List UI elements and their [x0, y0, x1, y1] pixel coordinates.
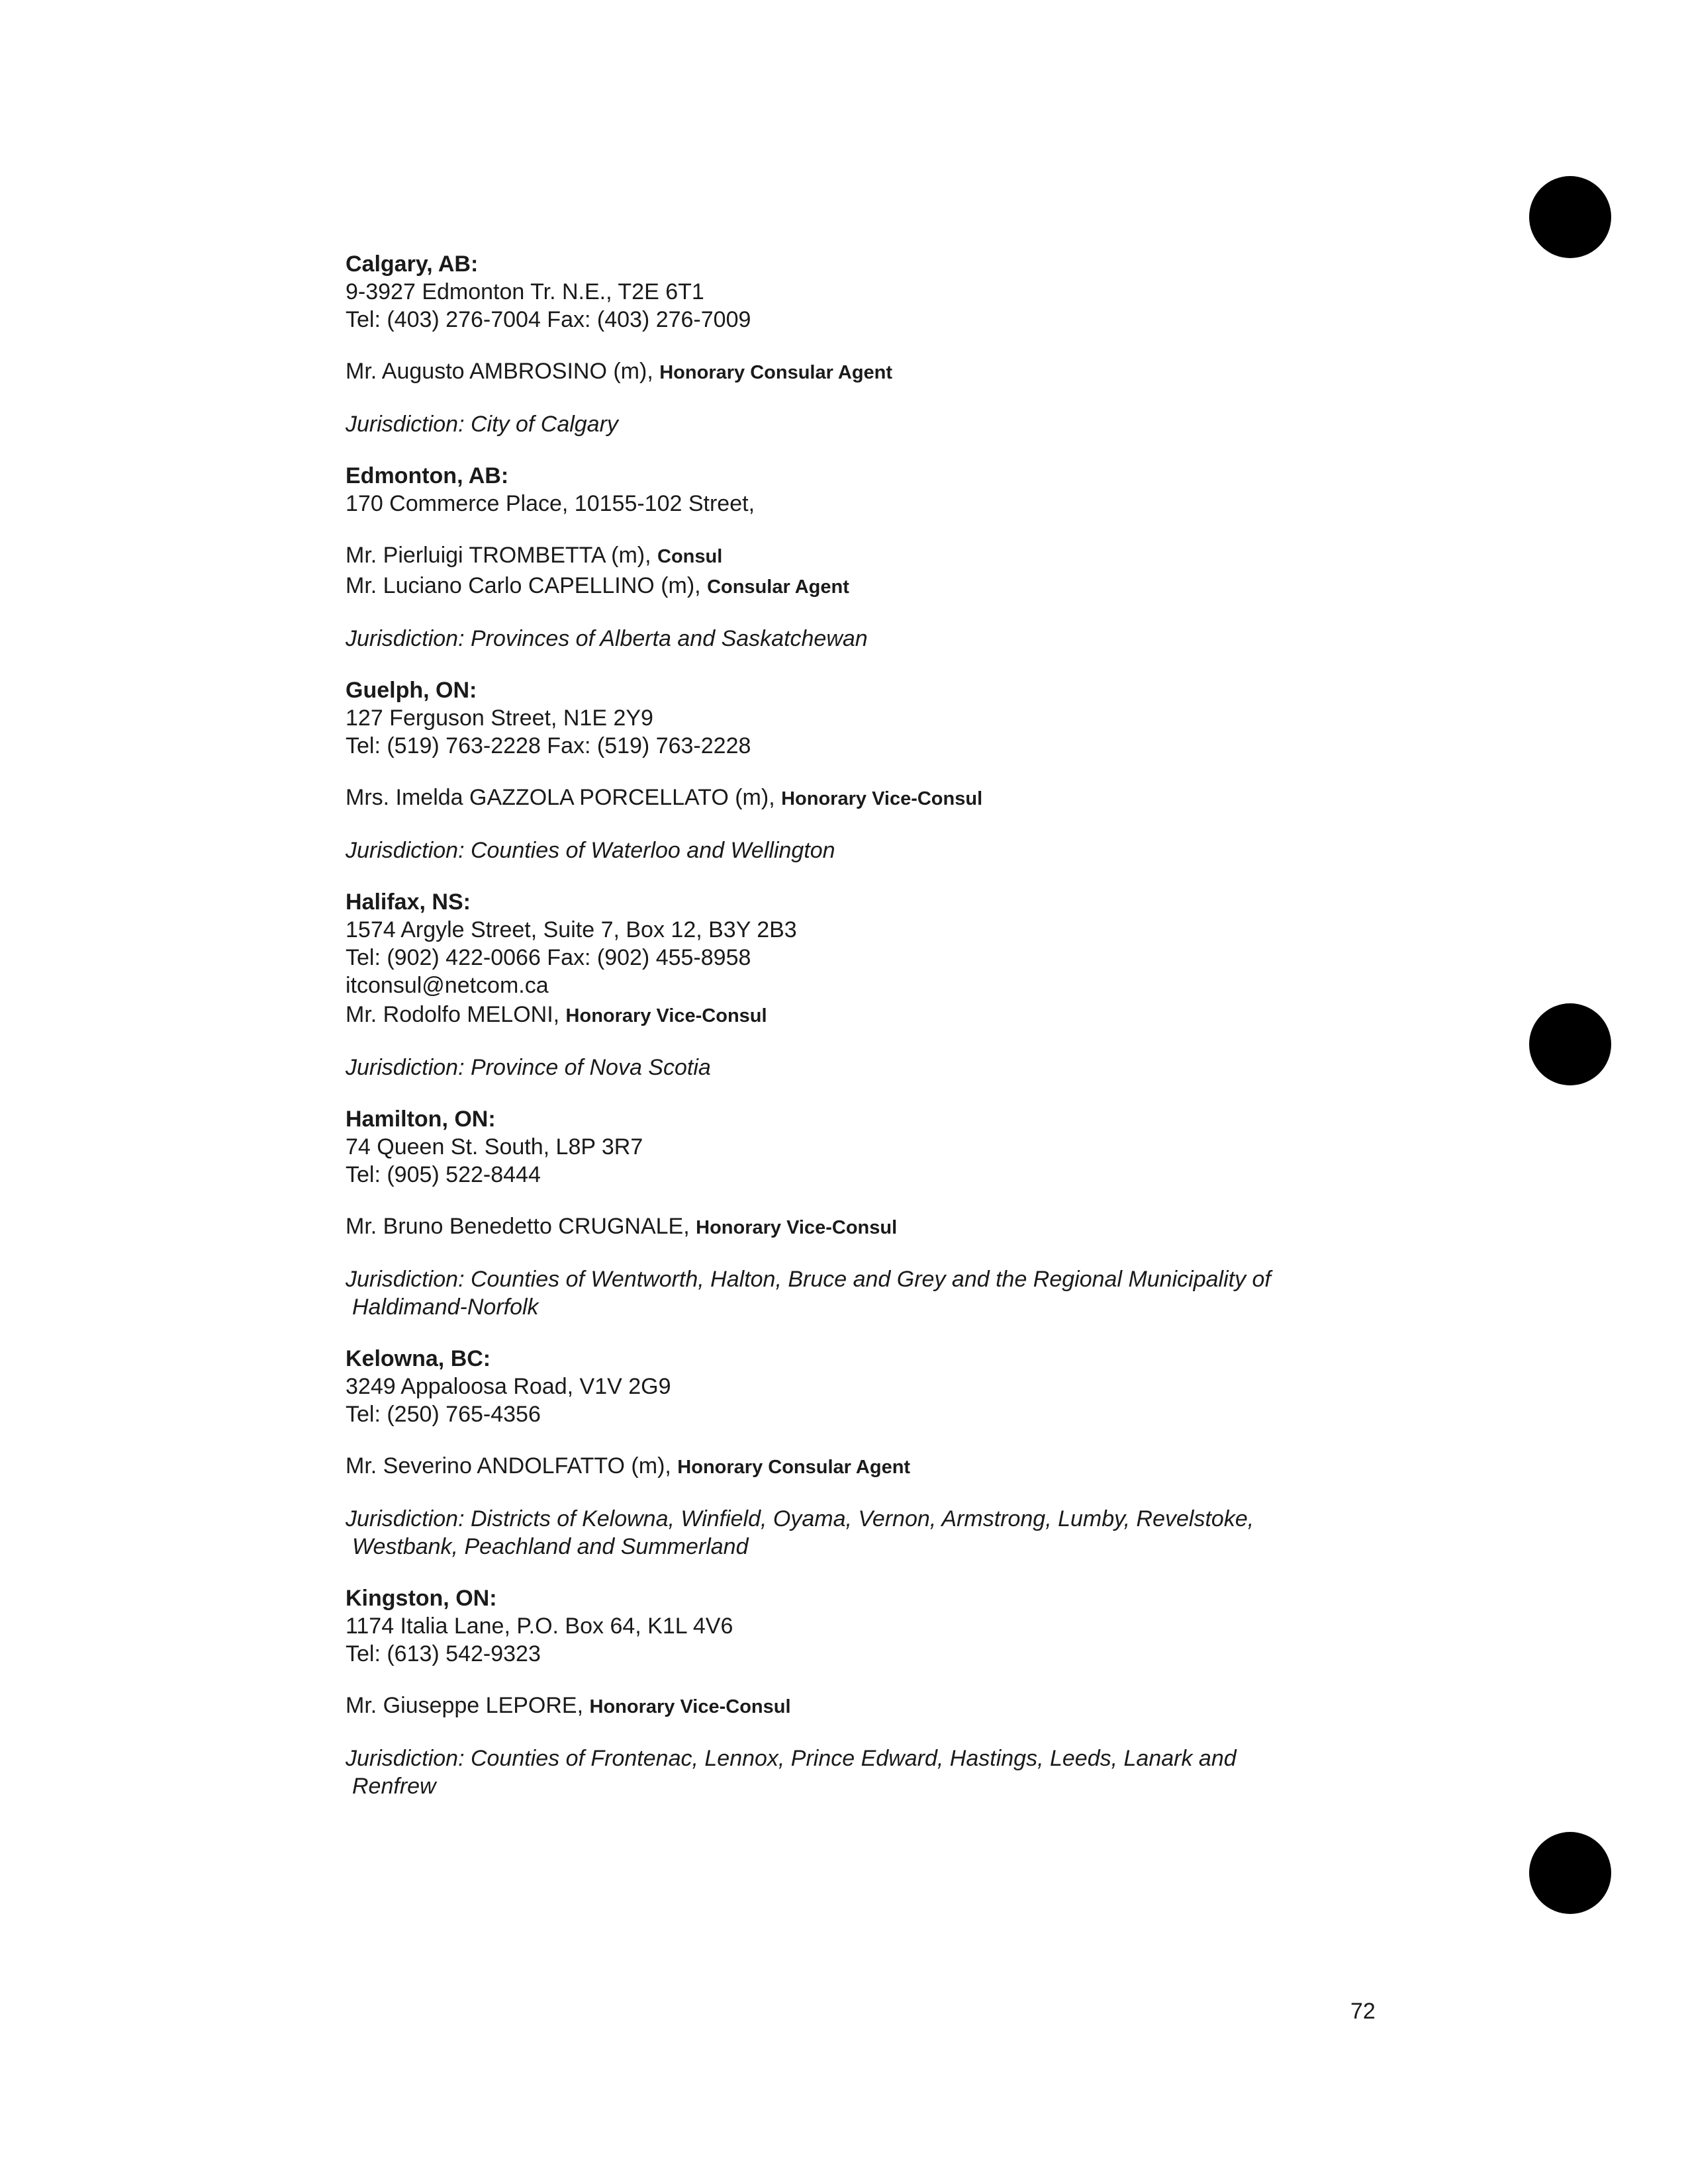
- city-heading: Halifax, NS:: [346, 889, 471, 915]
- person-role: Honorary Vice-Consul: [696, 1217, 898, 1238]
- punch-hole-bottom: [1529, 1832, 1611, 1914]
- person-line: [346, 357, 1352, 387]
- person-role: Honorary Consular Agent: [677, 1457, 911, 1478]
- punch-hole-top: [1529, 176, 1611, 258]
- person-name: Mr. Bruno Benedetto CRUGNALE,: [346, 1214, 696, 1239]
- address-line: 127 Ferguson Street, N1E 2Y9: [346, 705, 653, 731]
- entry-hamilton: [346, 1105, 1352, 1321]
- jurisdiction-text: Jurisdiction: Districts of Kelowna, Winfield, Oyama, Vernon, Armstrong, Lumby, Revelstoke,: [346, 1506, 1254, 1531]
- city-heading: Kelowna, BC:: [346, 1346, 491, 1371]
- punch-hole-middle: [1529, 1003, 1611, 1085]
- entry-guelph: [346, 676, 1352, 864]
- jurisdiction: [346, 410, 1352, 438]
- entry-kelowna: [346, 1345, 1352, 1561]
- phone-line: Tel: (902) 422-0066 Fax: (902) 455-8958: [346, 945, 751, 970]
- person-line: [346, 572, 1352, 601]
- consulate-list: [346, 250, 1352, 1824]
- jurisdiction-text-continued: Haldimand-Norfolk: [352, 1295, 539, 1320]
- person-role: Honorary Vice-Consul: [565, 1005, 767, 1026]
- entry-kingston: [346, 1584, 1352, 1800]
- entry-edmonton: [346, 462, 1352, 653]
- jurisdiction: [346, 1265, 1352, 1321]
- jurisdiction-text: Jurisdiction: Counties of Waterloo and Wellington: [346, 838, 835, 863]
- jurisdiction-text: Jurisdiction: Province of Nova Scotia: [346, 1055, 711, 1080]
- phone-line: Tel: (613) 542-9323: [346, 1641, 541, 1666]
- person-name: Mr. Pierluigi TROMBETTA (m),: [346, 543, 658, 568]
- jurisdiction: [346, 625, 1352, 653]
- entry-calgary: [346, 250, 1352, 438]
- jurisdiction-text: Jurisdiction: Counties of Wentworth, Halton, Bruce and Grey and the Regional Municipality of: [346, 1267, 1271, 1292]
- phone-line: Tel: (403) 276-7004 Fax: (403) 276-7009: [346, 307, 751, 332]
- person-role: Honorary Vice-Consul: [781, 788, 983, 809]
- jurisdiction-text-continued: Renfrew: [352, 1774, 436, 1799]
- address-line: 3249 Appaloosa Road, V1V 2G9: [346, 1374, 671, 1399]
- person-role: Consul: [657, 546, 723, 567]
- address-line: 74 Queen St. South, L8P 3R7: [346, 1134, 643, 1160]
- jurisdiction-text: Jurisdiction: Counties of Frontenac, Lennox, Prince Edward, Hastings, Leeds, Lanark and: [346, 1746, 1237, 1771]
- entry-halifax: [346, 888, 1352, 1081]
- page-number: 72: [1350, 1999, 1376, 2024]
- person-role: Consular Agent: [707, 576, 849, 598]
- person-line: [346, 784, 1352, 813]
- address-line: 1174 Italia Lane, P.O. Box 64, K1L 4V6: [346, 1614, 733, 1639]
- phone-line: Tel: (905) 522-8444: [346, 1162, 541, 1187]
- address-line: 9-3927 Edmonton Tr. N.E., T2E 6T1: [346, 279, 704, 304]
- city-heading: Kingston, ON:: [346, 1586, 497, 1611]
- jurisdiction: [346, 1505, 1352, 1561]
- person-role: Honorary Vice-Consul: [589, 1696, 791, 1717]
- address-line: 170 Commerce Place, 10155-102 Street,: [346, 491, 755, 516]
- city-heading: Calgary, AB:: [346, 251, 479, 277]
- person-name: Mr. Rodolfo MELONI,: [346, 1002, 566, 1027]
- person-line: [346, 1212, 1352, 1242]
- person-line: [346, 1692, 1352, 1721]
- person-name: Mr. Luciano Carlo CAPELLINO (m),: [346, 573, 708, 598]
- jurisdiction-text: Jurisdiction: Provinces of Alberta and Saskatchewan: [346, 626, 868, 651]
- phone-line: Tel: (250) 765-4356: [346, 1402, 541, 1427]
- person-line: [346, 541, 1352, 570]
- person-name: Mr. Augusto AMBROSINO (m),: [346, 359, 660, 384]
- city-heading: Hamilton, ON:: [346, 1107, 496, 1132]
- phone-line: Tel: (519) 763-2228 Fax: (519) 763-2228: [346, 733, 751, 758]
- person-name: Mr. Severino ANDOLFATTO (m),: [346, 1453, 678, 1479]
- jurisdiction: [346, 837, 1352, 864]
- jurisdiction-text-continued: Westbank, Peachland and Summerland: [352, 1534, 749, 1559]
- jurisdiction-text: Jurisdiction: City of Calgary: [346, 412, 618, 437]
- email-line: itconsul@netcom.ca: [346, 973, 549, 998]
- person-line: [346, 1001, 1352, 1030]
- person-name: Mrs. Imelda GAZZOLA PORCELLATO (m),: [346, 785, 782, 810]
- person-name: Mr. Giuseppe LEPORE,: [346, 1693, 590, 1718]
- person-role: Honorary Consular Agent: [659, 362, 893, 383]
- jurisdiction: [346, 1745, 1352, 1800]
- jurisdiction: [346, 1054, 1352, 1081]
- address-line: 1574 Argyle Street, Suite 7, Box 12, B3Y 2B3: [346, 917, 797, 942]
- city-heading: Edmonton, AB:: [346, 463, 509, 488]
- person-line: [346, 1452, 1352, 1481]
- city-heading: Guelph, ON:: [346, 678, 477, 703]
